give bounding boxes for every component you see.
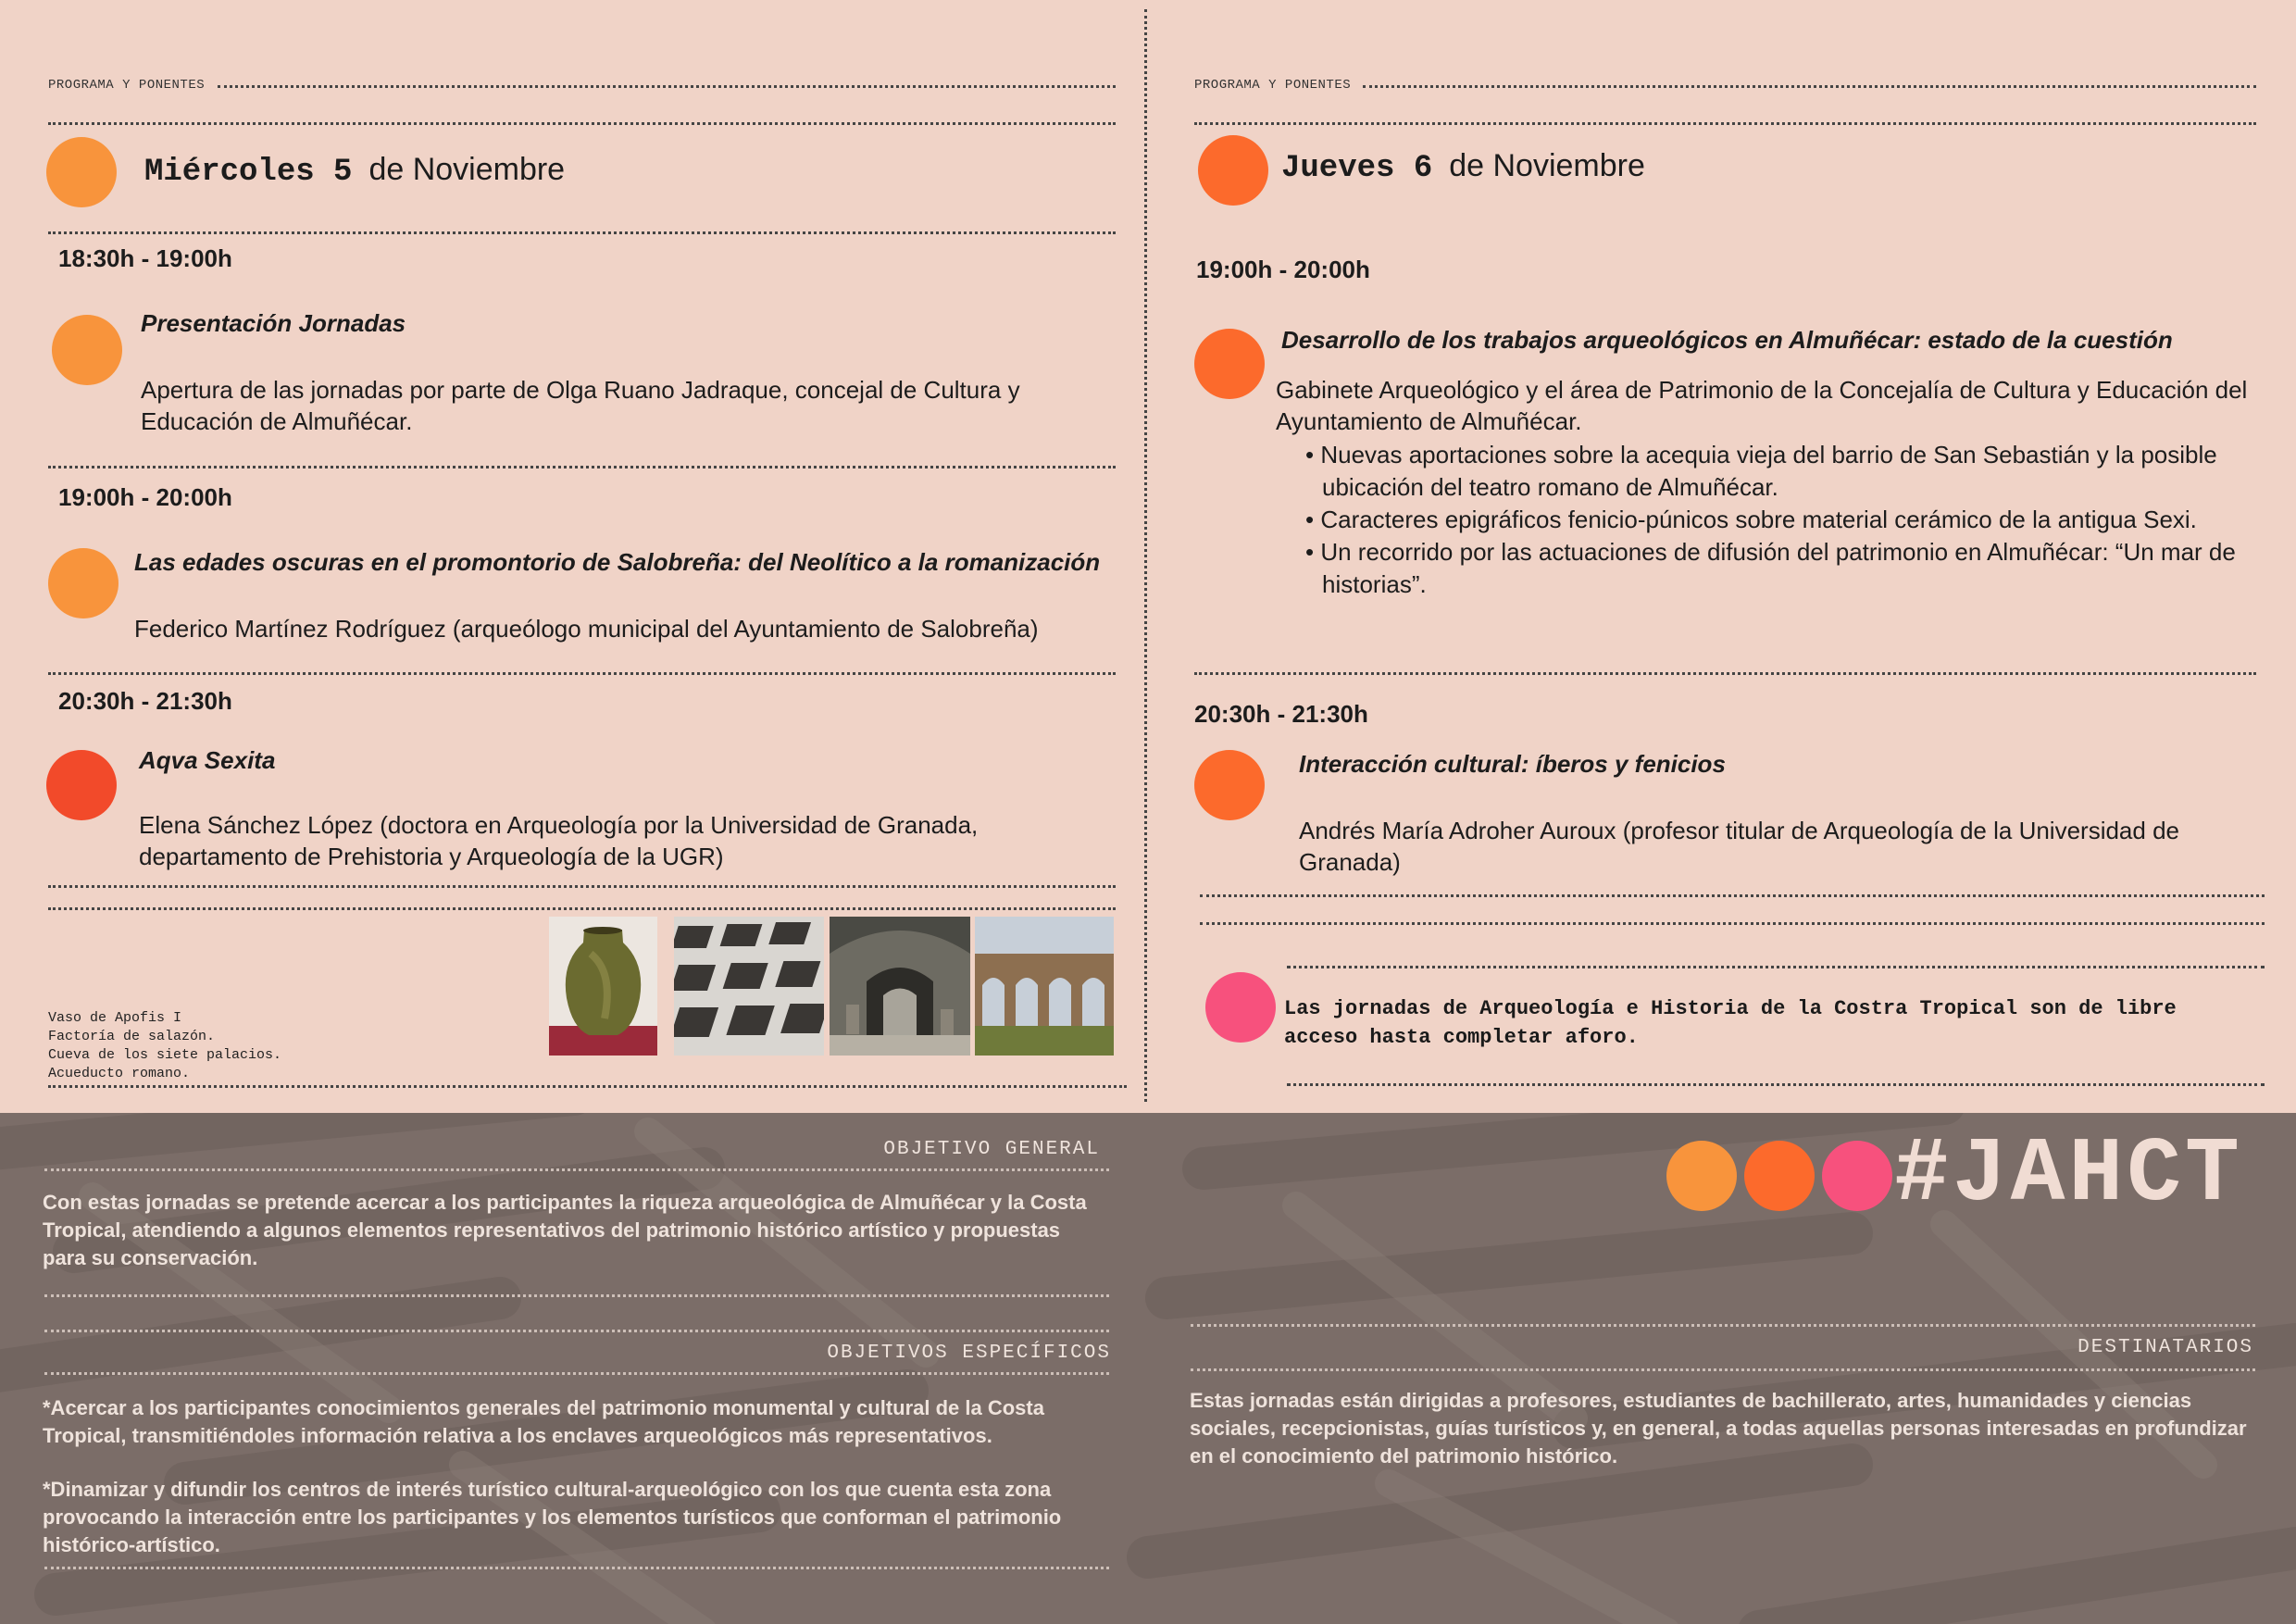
bullet-item: • Un recorrido por las actuaciones de difusión del patrimonio en Almuñécar: “Un mar de historias”. [1305, 536, 2250, 601]
logo-dot [1666, 1141, 1737, 1211]
info-band [0, 1113, 2296, 1624]
session-title: Interacción cultural: íberos y fenicios [1299, 750, 1726, 778]
divider [48, 885, 1116, 888]
access-notice: Las jornadas de Arqueología e Historia de la Costra Tropical son de libre acceso hasta completar aforo. [1284, 997, 2177, 1049]
divider [1191, 1368, 2255, 1371]
divider [1194, 672, 2256, 675]
objetivos-especificos-item: *Acercar a los participantes conocimientos generales del patrimonio monumental y cultural de la Costa Tropical, transmitiéndoles información relativa a los enclaves arqueológicos más representativos. [43, 1396, 1044, 1447]
caption: Vaso de Apofis I [48, 1010, 182, 1026]
session-time: 20:30h - 21:30h [58, 687, 232, 715]
divider [48, 907, 1116, 910]
session-dot [1194, 329, 1265, 399]
divider [44, 1330, 1109, 1332]
photo-cave [830, 917, 970, 1056]
divider [1200, 894, 2265, 897]
session-dot [48, 548, 119, 618]
session-dot [52, 315, 122, 385]
session-title: Las edades oscuras en el promontorio de Salobreña: del Neolítico a la romanización [134, 548, 1101, 576]
divider [1287, 966, 2265, 968]
day-weekday: Jueves 6 [1281, 151, 1433, 186]
objetivos-especificos-heading: OBJETIVOS ESPECÍFICOS [827, 1343, 1111, 1364]
bullet-item: • Nuevas aportaciones sobre la acequia vieja del barrio de San Sebastián y la posible ubicación del teatro romano de Almuñécar. [1305, 439, 2250, 504]
photo-salting-factory [674, 917, 824, 1056]
session-time: 18:30h - 19:00h [58, 244, 232, 272]
session-time: 20:30h - 21:30h [1194, 700, 1368, 728]
caption: Acueducto romano. [48, 1066, 191, 1081]
left-header-label: PROGRAMA Y PONENTES [48, 78, 206, 93]
divider [44, 1168, 1109, 1171]
photo-aqueduct [975, 917, 1114, 1056]
day-dot [46, 137, 117, 207]
objetivos-especificos-item: *Dinamizar y difundir los centros de interés turístico cultural-arqueológico con los que cuenta esta zona provocando la interacción entre los participantes y los elementos turísticos que conforman el patrimonio histórico-artístico. [43, 1478, 1062, 1556]
session-description: Apertura de las jornadas por parte de Olga Ruano Jadraque, concejal de Cultura y Educación de Almuñécar. [141, 376, 1020, 435]
center-fold [1144, 9, 1147, 1102]
divider [44, 1567, 1109, 1569]
session-description: Federico Martínez Rodríguez (arqueólogo municipal del Ayuntamiento de Salobreña) [134, 615, 1039, 643]
logo-dot [1822, 1141, 1892, 1211]
hashtag-logo: #JAHCT [1894, 1124, 2243, 1227]
session-dot [46, 750, 117, 820]
divider [48, 231, 1116, 234]
day-dot [1198, 135, 1268, 206]
caption: Factoría de salazón. [48, 1029, 216, 1044]
divider [44, 1372, 1109, 1375]
day-month: de Noviembre [368, 152, 566, 187]
bullet-item: • Caracteres epigráficos fenicio-púnicos sobre material cerámico de la antigua Sexi. [1305, 504, 2250, 536]
notice-dot [1205, 972, 1276, 1043]
photo-vase [549, 917, 657, 1056]
destinatarios-heading: DESTINATARIOS [2078, 1337, 2253, 1358]
divider [48, 1085, 1127, 1088]
session-description: Gabinete Arqueológico y el área de Patrimonio de la Concejalía de Cultura y Educación del Ayuntamiento de Almuñécar. [1276, 376, 2248, 435]
divider [1287, 1083, 2265, 1086]
session-title: Aqva Sexita [139, 746, 276, 774]
divider [218, 85, 1116, 88]
divider [48, 672, 1116, 675]
divider [44, 1294, 1109, 1297]
objetivo-general-text: Con estas jornadas se pretende acercar a los participantes la riqueza arqueológica de Almuñécar y la Costa Tropical, atendiendo a algunos elementos representativos del patrimonio histórico artístico y propuestas para su conservación. [43, 1191, 1087, 1269]
divider [1191, 1324, 2255, 1327]
day-weekday: Miércoles 5 [144, 155, 353, 190]
destinatarios-text: Estas jornadas están dirigidas a profesores, estudiantes de bachillerato, artes, humanidades y ciencias sociales, recepcionistas, guías turísticos y, en general, a todas aquellas personas interesadas en profundizar en el conocimiento del patrimonio histórico. [1190, 1389, 2247, 1468]
day-title [144, 152, 565, 190]
right-header-label: PROGRAMA Y PONENTES [1194, 78, 1352, 93]
day-title [1281, 148, 1645, 186]
photo-captions [48, 1009, 281, 1083]
divider [1194, 122, 2256, 125]
divider [48, 122, 1116, 125]
divider [1200, 922, 2265, 925]
divider [1363, 85, 2256, 88]
session-title: Desarrollo de los trabajos arqueológicos en Almuñécar: estado de la cuestión [1281, 326, 2173, 354]
session-time: 19:00h - 20:00h [1196, 256, 1370, 283]
day-month: de Noviembre [1449, 148, 1645, 183]
session-time: 19:00h - 20:00h [58, 483, 232, 511]
session-description: Elena Sánchez López (doctora en Arqueología por la Universidad de Granada, departamento de Prehistoria y Arqueología de la UGR) [139, 811, 979, 870]
logo-dot [1744, 1141, 1815, 1211]
session-bullets [1305, 439, 2250, 601]
objetivo-general-heading: OBJETIVO GENERAL [883, 1139, 1100, 1160]
caption: Cueva de los siete palacios. [48, 1047, 282, 1063]
session-title: Presentación Jornadas [141, 309, 406, 337]
session-dot [1194, 750, 1265, 820]
session-description: Andrés María Adroher Auroux (profesor titular de Arqueología de la Universidad de Granada) [1299, 817, 2179, 876]
divider [48, 466, 1116, 468]
